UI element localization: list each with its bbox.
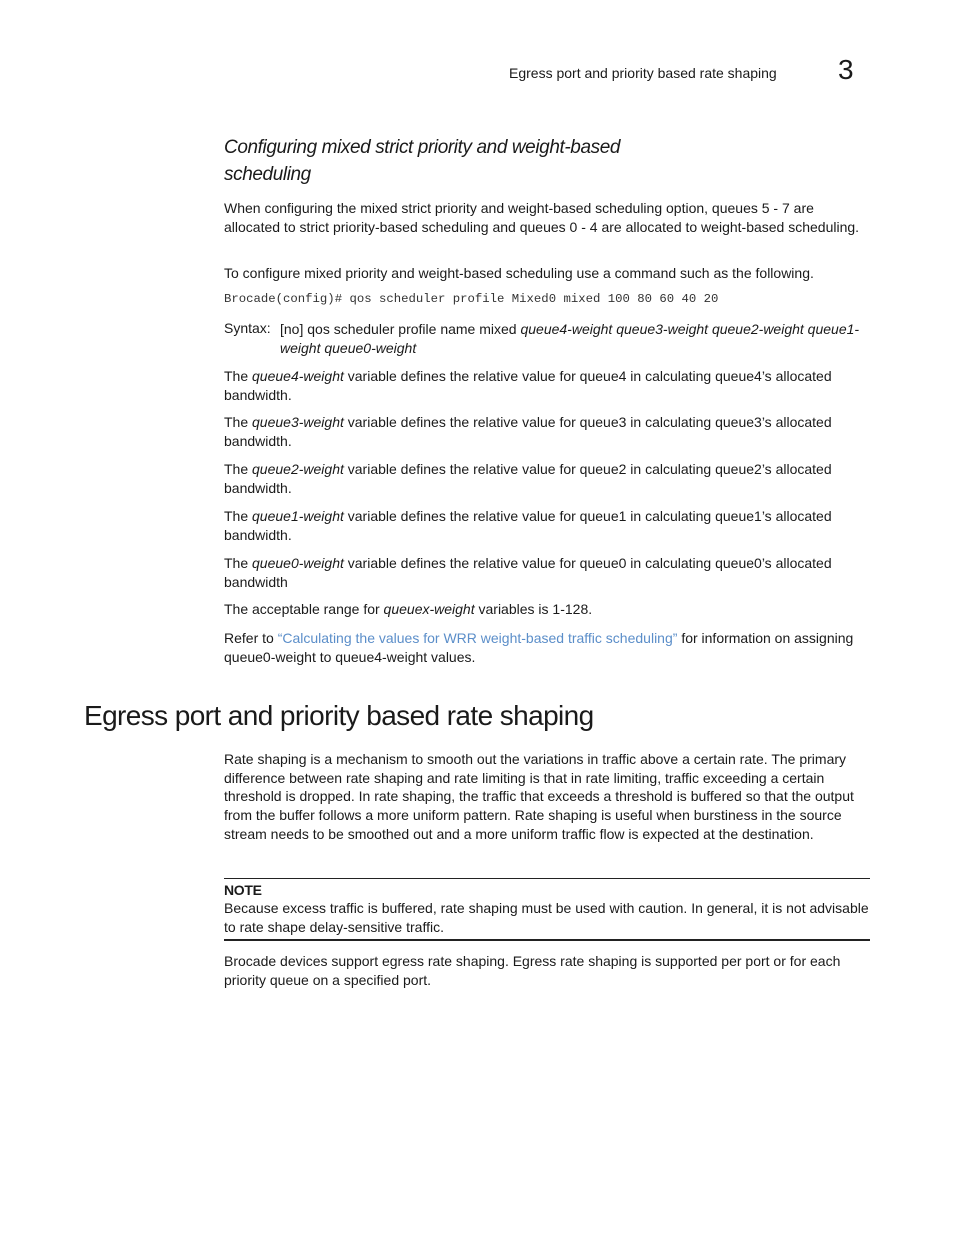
variable-name: queue1-weight [252, 508, 344, 524]
variable-description: The queue2-weight variable defines the relative value for queue2 in calculating queue2’s allocated bandwidth. [224, 461, 832, 496]
variable-name: queue4-weight [252, 368, 344, 384]
variable-description: The queue4-weight variable defines the relative value for queue4 in calculating queue4’s allocated bandwidth. [224, 368, 832, 403]
egress-support-paragraph: Brocade devices support egress rate shaping. Egress rate shaping is supported per port or for each priority queue on a specified port. [224, 953, 841, 988]
syntax-label: Syntax: [224, 320, 271, 336]
command-example: Brocade(config)# qos scheduler profile Mixed0 mixed 100 80 60 40 20 [224, 292, 719, 306]
variable-description: The queue1-weight variable defines the relative value for queue1 in calculating queue1’s allocated bandwidth. [224, 508, 832, 543]
rate-shaping-paragraph: Rate shaping is a mechanism to smooth out the variations in traffic above a certain rate. The primary difference between rate shaping and rate limiting is that in rate limiting, traffic exceeding a certain threshold is dropped. In rate shaping, the traffic that exceeds a threshold is buffered so that the output from the buffer follows a more uniform pattern. Rate shaping is useful when burstiness in the source stream needs to be smoothed out and a more uniform traffic flow is expected at the destination. [224, 751, 854, 842]
running-header-title: Egress port and priority based rate shaping [509, 65, 777, 81]
syntax-definition [280, 320, 870, 357]
intro-paragraph: When configuring the mixed strict priority and weight-based scheduling option, queues 5 - 7 are allocated to strict priority-based scheduling and queues 0 - 4 are allocated to weight-based scheduling. [224, 200, 860, 235]
cross-reference: Refer to “Calculating the values for WRR weight-based traffic scheduling” for information on assigning queue0-weight to queue4-weight values. [224, 630, 854, 665]
note-text: Because excess traffic is buffered, rate shaping must be used with caution. In general, it is not advisable to rate shape delay-sensitive traffic. [224, 900, 869, 935]
variable-description: The queue0-weight variable defines the relative value for queue0 in calculating queue0’s allocated bandwidth [224, 555, 832, 590]
variable-name: queue2-weight [252, 461, 344, 477]
command-intro-paragraph: To configure mixed priority and weight-based scheduling use a command such as the following. [224, 265, 814, 281]
note-bottom-rule [224, 939, 870, 941]
range-statement: The acceptable range for queuex-weight variables is 1-128. [224, 601, 593, 617]
section-heading: Egress port and priority based rate shaping [84, 700, 594, 731]
note-top-rule [224, 878, 870, 879]
syntax-command: [no] qos scheduler profile name mixed [280, 321, 517, 337]
cross-reference-link[interactable]: “Calculating the values for WRR weight-based traffic scheduling” [277, 630, 678, 646]
note-label: NOTE [224, 882, 262, 898]
chapter-number: 3 [838, 54, 854, 85]
syntax-arguments: queue4-weight queue3-weight queue2-weight queue1-weight queue0-weight [280, 321, 860, 356]
variable-name: queue0-weight [252, 555, 344, 571]
variable-name: queue3-weight [252, 414, 344, 430]
variable-description: The queue3-weight variable defines the relative value for queue3 in calculating queue3’s allocated bandwidth. [224, 414, 832, 449]
subsection-heading: Configuring mixed strict priority and weight-based scheduling [224, 137, 621, 185]
variable-name: queuex-weight [383, 601, 475, 617]
